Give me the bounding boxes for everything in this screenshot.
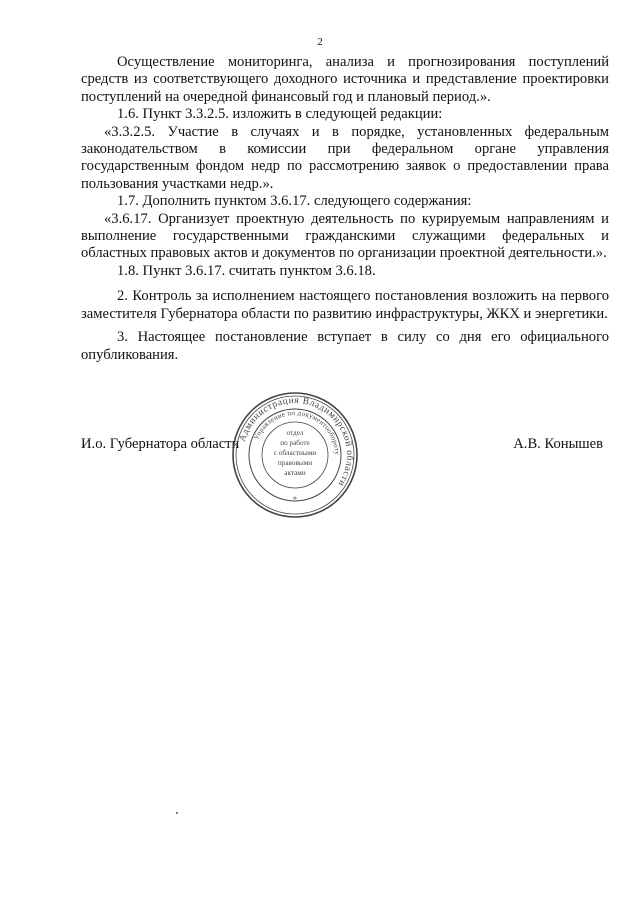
paragraph-monitoring: Осуществление мониторинга, анализа и прогнозирования поступлений средств из соответствующего доходного источника и представление проектировки поступлений на очередной финансовый год и плановый период.». (81, 54, 609, 105)
stamp-star-icon: * (293, 495, 297, 504)
scan-speck (176, 812, 178, 814)
stamp-outer-text: Администрация Владимирской области (237, 395, 355, 489)
paragraph-2-control: 2. Контроль за исполнением настоящего постановления возложить на первого заместителя Губернатора области по развитию инфраструктуры, ЖКХ и энергетики. (81, 288, 609, 322)
page-number: 2 (317, 36, 323, 48)
stamp-center-line: отдел (286, 429, 304, 437)
paragraph-1-6: 1.6. Пункт 3.3.2.5. изложить в следующей редакции: (117, 106, 443, 123)
stamp-ring-text: Управление по документообороту (252, 408, 342, 456)
signatory-title: И.о. Губернатора области (81, 436, 240, 452)
official-stamp (230, 390, 360, 520)
paragraph-3-3-2-5: «3.3.2.5. Участие в случаях и в порядке, установленных федеральным законодательством в комиссии при федеральном органе управления государственным фондом недр по рассмотрению заявок о предоставлении права пользования участками недр.». (81, 123, 609, 192)
stamp-center-line: правовыми (277, 459, 313, 467)
stamp-center-line: с областными (273, 449, 317, 457)
paragraph-1-8: 1.8. Пункт 3.6.17. считать пунктом 3.6.18. (117, 262, 376, 279)
document-body (81, 54, 609, 364)
paragraph-3-6-17: «3.6.17. Организует проектную деятельность по курируемым направлениям и выполнение государственными гражданскими служащими федеральных и областных правовых актов и документов по организации проектной деятельности.». (81, 210, 609, 262)
paragraph-1-7: 1.7. Дополнить пунктом 3.6.17. следующего содержания: (117, 193, 472, 210)
signatory-name: А.В. Конышев (513, 436, 603, 452)
stamp-seal-icon (230, 390, 360, 520)
stamp-center-line: по работе (280, 439, 310, 447)
paragraph-3-effective: 3. Настоящее постановление вступает в силу со дня его официального опубликования. (81, 329, 609, 363)
stamp-center-line: актами (284, 469, 306, 477)
